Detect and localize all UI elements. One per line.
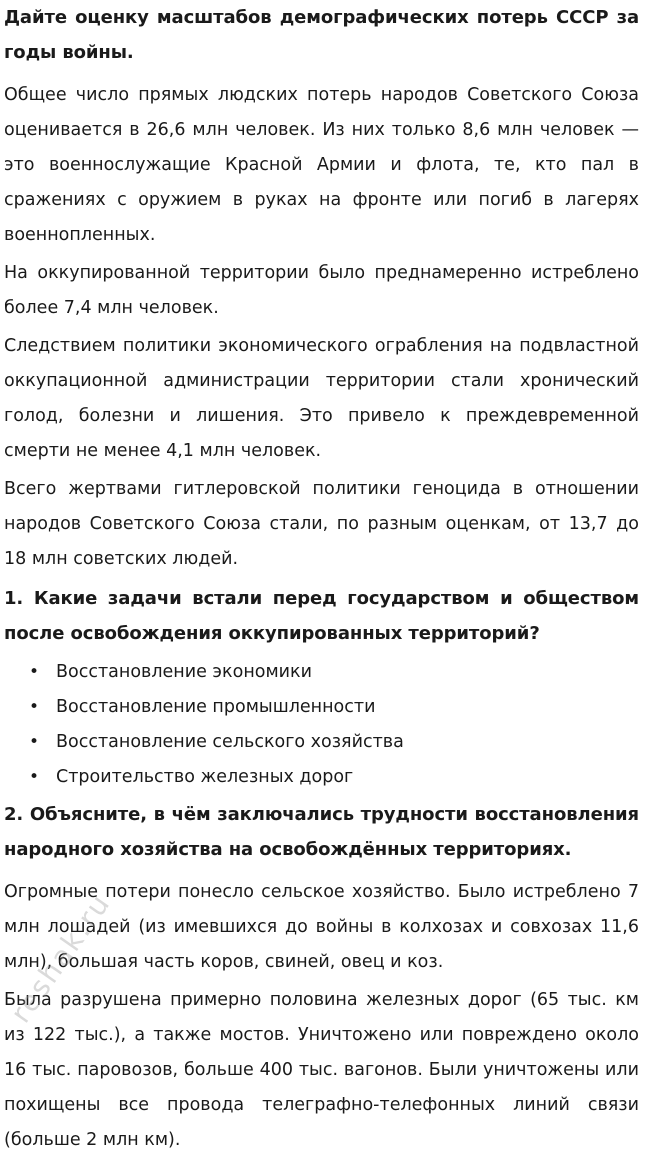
bullet-icon: • (29, 662, 40, 682)
answer-paragraph: Огромные потери понесло сельское хозяйство. Было истреблено 7 млн лошадей (из имевшихся до войны в колхозах и совхозах 11,6 млн), большая часть коров, свиней, овец и коз. (4, 882, 639, 972)
answer-paragraph: На оккупированной территории было преднамеренно истреблено более 7,4 млн человек. (4, 263, 639, 318)
answer-paragraph: Всего жертвами гитлеровской политики геноцида в отношении народов Советского Союза стали, по разным оценкам, от 13,7 до 18 млн советских людей. (4, 479, 639, 569)
answer-paragraph: Общее число прямых людских потерь народов Советского Союза оценивается в 26,6 млн человек. Из них только 8,6 млн человек — это военнослужащие Красной Армии и флота, те, кто пал в сражениях с оружием в руках на фронте или погиб в лагерях военнопленных. (4, 85, 639, 245)
list-item (4, 760, 639, 795)
bullet-icon: • (29, 767, 40, 787)
watermark: reshak.ru (4, 887, 118, 1029)
question-heading-1: Дайте оценку масштабов демографических потерь СССР за годы войны. (4, 7, 639, 63)
answer-paragraph: Была разрушена примерно половина железных дорог (65 тыс. км из 122 тыс.), а также мостов. Уничтожено или повреждено около 16 тыс. паровозов, больше 400 тыс. вагонов. Были уничтожены или похищены все провода телеграфно-телефонных линий связи (больше 2 млн км). (4, 990, 639, 1150)
list-item (4, 690, 639, 725)
list-item-text: Восстановление промышленности (56, 697, 376, 717)
question-heading-2: 1. Какие задачи встали перед государством и обществом после освобождения оккупированных территорий? (4, 588, 639, 644)
list-item-text: Восстановление сельского хозяйства (56, 732, 404, 752)
bullet-icon: • (29, 697, 40, 717)
list-item-text: Восстановление экономики (56, 662, 312, 682)
answer-paragraph: Следствием политики экономического ограбления на подвластной оккупационной администрации территории стали хронический голод, болезни и лишения. Это привело к преждевременной смерти не менее 4,1 млн человек. (4, 336, 639, 461)
list-item-text: Строительство железных дорог (56, 767, 354, 787)
task-list (4, 655, 639, 795)
bullet-icon: • (29, 732, 40, 752)
list-item (4, 725, 639, 760)
list-item (4, 655, 639, 690)
question-heading-3: 2. Объясните, в чём заключались трудности восстановления народного хозяйства на освобождённых территориях. (4, 804, 639, 860)
